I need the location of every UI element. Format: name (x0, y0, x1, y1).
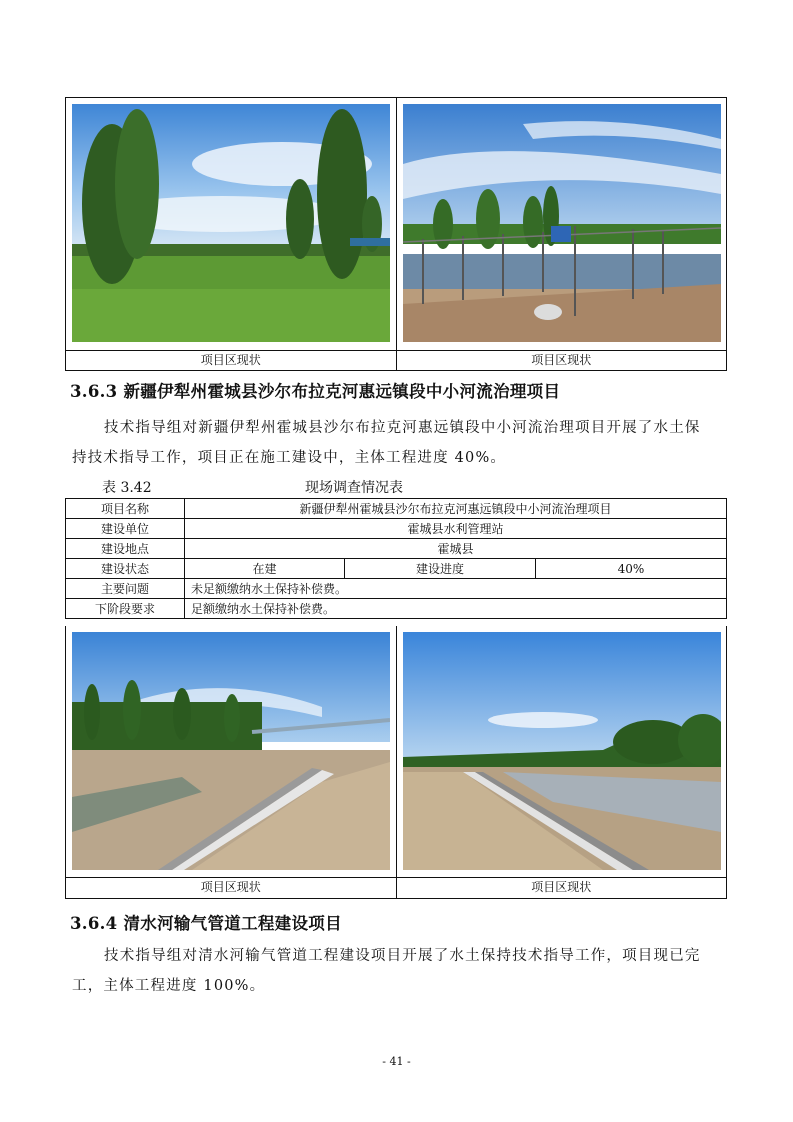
status-value: 在建 (185, 559, 345, 579)
photo-cell-right (396, 626, 727, 877)
section-paragraph-3-6-3 (72, 413, 724, 473)
section-heading-3-6-4: 3.6.4 清水河输气管道工程建设项目 (70, 914, 342, 933)
builder-label: 建设单位 (66, 519, 185, 539)
photo-cell-right (396, 98, 727, 350)
paragraph-line: 技术指导组对新疆伊犁州霍城县沙尔布拉克河惠远镇段中小河流治理项目开展了水土保 (104, 420, 701, 436)
project-name-value: 新疆伊犁州霍城县沙尔布拉克河惠远镇段中小河流治理项目 (185, 499, 727, 519)
photo-caption-left: 项目区现状 (200, 353, 261, 367)
section-paragraph-3-6-4 (72, 941, 724, 1001)
paragraph-line: 技术指导组对清水河输气管道工程建设项目开展了水土保持技术指导工作，项目现已完 (104, 948, 701, 964)
next-stage-value: 足额缴纳水土保持补偿费。 (185, 599, 727, 619)
paragraph-line: 持技术指导工作，项目正在施工建设中，主体工程进度 40%。 (72, 450, 507, 466)
problem-value: 未足额缴纳水土保持补偿费。 (185, 579, 727, 599)
table-title: 现场调查情况表 (305, 480, 403, 496)
photo-caption-left: 项目区现状 (200, 880, 261, 894)
top-photo-table (65, 97, 727, 371)
builder-value: 霍城县水利管理站 (185, 519, 727, 539)
riverbank-slope-photo (72, 632, 390, 870)
fenced-pond-photo (403, 104, 721, 342)
photo-cell-left (66, 98, 396, 350)
section-heading-3-6-3: 3.6.3 新疆伊犁州霍城县沙尔布拉克河惠远镇段中小河流治理项目 (70, 382, 561, 401)
riverbed-photo (403, 632, 721, 870)
river-photo-table (65, 626, 727, 899)
table-number: 表 3.42 (102, 480, 152, 496)
paragraph-line: 工，主体工程进度 100%。 (72, 978, 266, 994)
location-value: 霍城县 (185, 539, 727, 559)
progress-label: 建设进度 (345, 559, 536, 579)
problem-label: 主要问题 (66, 579, 185, 599)
photo-caption-right: 项目区现状 (396, 351, 727, 371)
project-name-label: 项目名称 (66, 499, 185, 519)
status-label: 建设状态 (66, 559, 185, 579)
meadow-trees-photo (72, 104, 390, 342)
next-stage-label: 下阶段要求 (66, 599, 185, 619)
location-label: 建设地点 (66, 539, 185, 559)
photo-cell-left (66, 626, 396, 877)
page-number: - 41 - (382, 1055, 411, 1068)
progress-value: 40% (536, 559, 727, 579)
survey-info-table (65, 498, 727, 619)
photo-caption-right: 项目区现状 (396, 878, 727, 898)
